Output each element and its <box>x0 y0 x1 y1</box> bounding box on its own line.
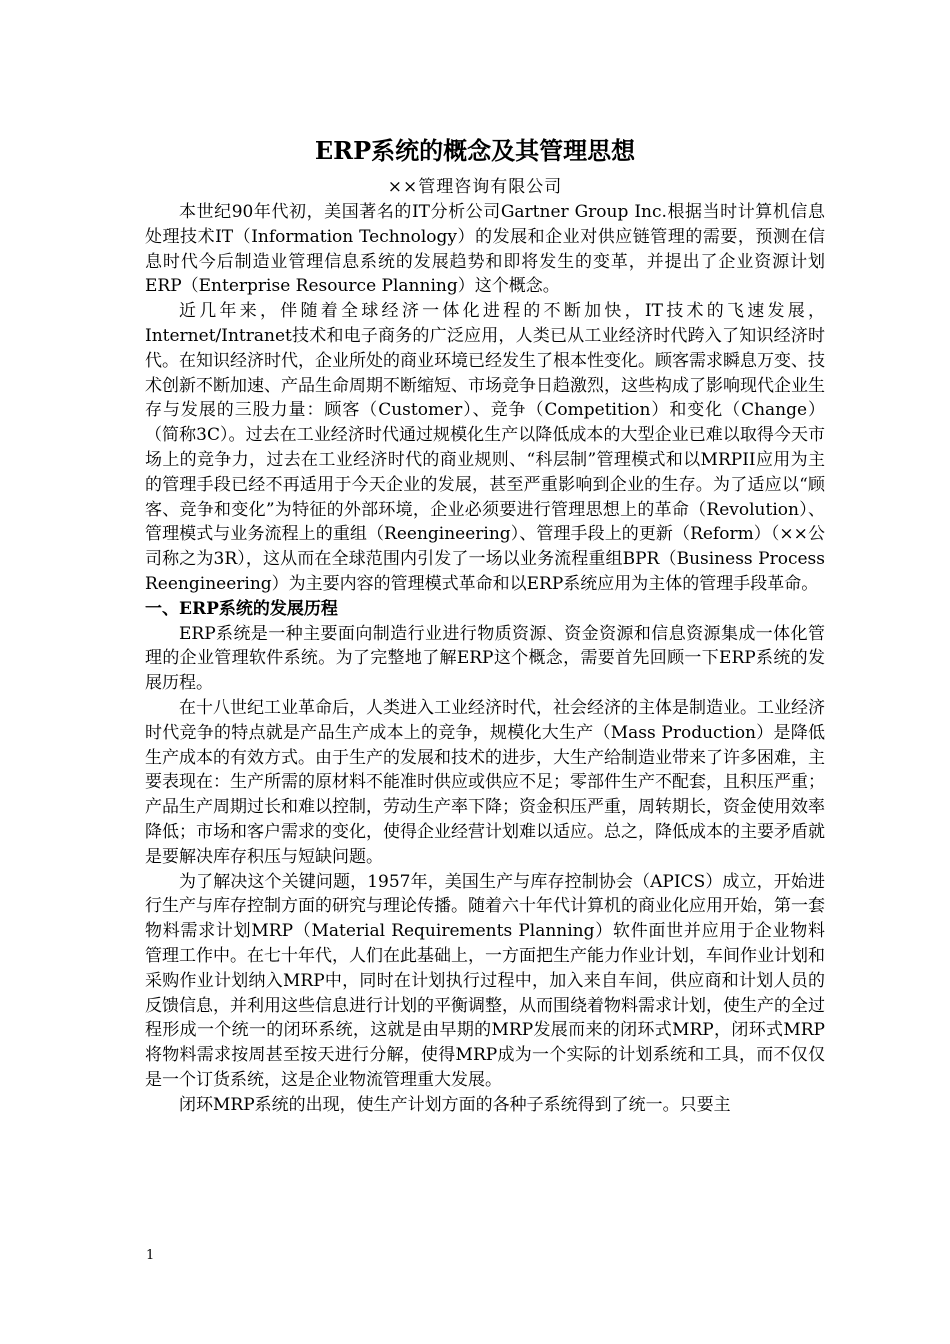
page-number: 1 <box>146 1248 155 1263</box>
section-heading: 一、ERP系统的发展历程 <box>145 598 338 619</box>
document-title: ERP系统的概念及其管理思想 <box>314 136 636 165</box>
paragraph: 近几年来，伴随着全球经济一体化进程的不断加快，IT技术的飞速发展，Internet/Intranet技术和电子商务的广泛应用，人类已从工业经济时代跨入了知识经济时代。在知识经济时代，企业所处的商业环境已经发生了根本性变化。顾客需求瞬息万变、技术创新不断加速、产品生命周期不断缩短、市场竞争日趋激烈，这些构成了影响现代企业生存与发展的三股力量：顾客（Customer）、竞争（Competition）和变化（Change）（简称3C）。过去在工业经济时代通过规模化生产以降低成本的大型企业已难以取得今天市场上的竞争力，过去在工业经济时代的商业规则、“科层制”管理模式和以MRPII应用为主的管理手段已经不再适用于今天企业的发展，甚至严重影响到企业的生存。为了适应以“顾客、竞争和变化”为特征的外部环境，企业必须要进行管理思想上的革命（Revolution）、管理模式与业务流程上的重组（Reengineering）、管理手段上的更新（Reform）（××公司称之为3R），这从而在全球范围内引发了一场以业务流程重组BPR（Business Process Reengineering）为主要内容的管理模式革命和以ERP系统应用为主体的管理手段革命。 <box>145 301 825 594</box>
paragraph: 本世纪90年代初，美国著名的IT分析公司Gartner Group Inc.根据当时计算机信息处理技术IT（Information Technology）的发展和企业对供应链管理的需要，预测在信息时代今后制造业管理信息系统的发展趋势和即将发生的变革，并提出了企业资源计划ERP（Enterprise Resource Planning）这个概念。 <box>145 202 825 297</box>
document-body <box>145 200 825 1117</box>
paragraph: 闭环MRP系统的出现，使生产计划方面的各种子系统得到了统一。只要主 <box>179 1094 731 1115</box>
document-author: ××管理咨询有限公司 <box>387 177 563 197</box>
paragraph: 为了解决这个关键问题，1957年，美国生产与库存控制协会（APICS）成立，开始进行生产与库存控制方面的研究与理论传播。随着六十年代计算机的商业化应用开始，第一套物料需求计划MRP（Material Requirements Planning）软件面世并应用于企业物料管理工作中。在七十年代，人们在此基础上，一方面把生产能力作业计划，车间作业计划和采购作业计划纳入MRP中，同时在计划执行过程中，加入来自车间，供应商和计划人员的反馈信息，并利用这些信息进行计划的平衡调整，从而围绕着物料需求计划，使生产的全过程形成一个统一的闭环系统，这就是由早期的MRP发展而来的闭环式MRP，闭环式MRP将物料需求按周甚至按天进行分解，使得MRP成为一个实际的计划系统和工具，而不仅仅是一个订货系统，这是企业物流管理重大发展。 <box>145 871 825 1090</box>
paragraph: 在十八世纪工业革命后，人类进入工业经济时代，社会经济的主体是制造业。工业经济时代竞争的特点就是产品生产成本上的竞争，规模化大生产（Mass Production）是降低生产成本的有效方式。由于生产的发展和技术的进步，大生产给制造业带来了许多困难，主要表现在：生产所需的原材料不能准时供应或供应不足；零部件生产不配套，且积压严重；产品生产周期过长和难以控制，劳动生产率下降；资金积压严重，周转期长，资金使用效率降低；市场和客户需求的变化，使得企业经营计划难以适应。总之，降低成本的主要矛盾就是要解决库存积压与短缺问题。 <box>145 697 825 867</box>
paragraph: ERP系统是一种主要面向制造行业进行物质资源、资金资源和信息资源集成一体化管理的企业管理软件系统。为了完整地了解ERP这个概念，需要首先回顾一下ERP系统的发展历程。 <box>145 623 825 694</box>
